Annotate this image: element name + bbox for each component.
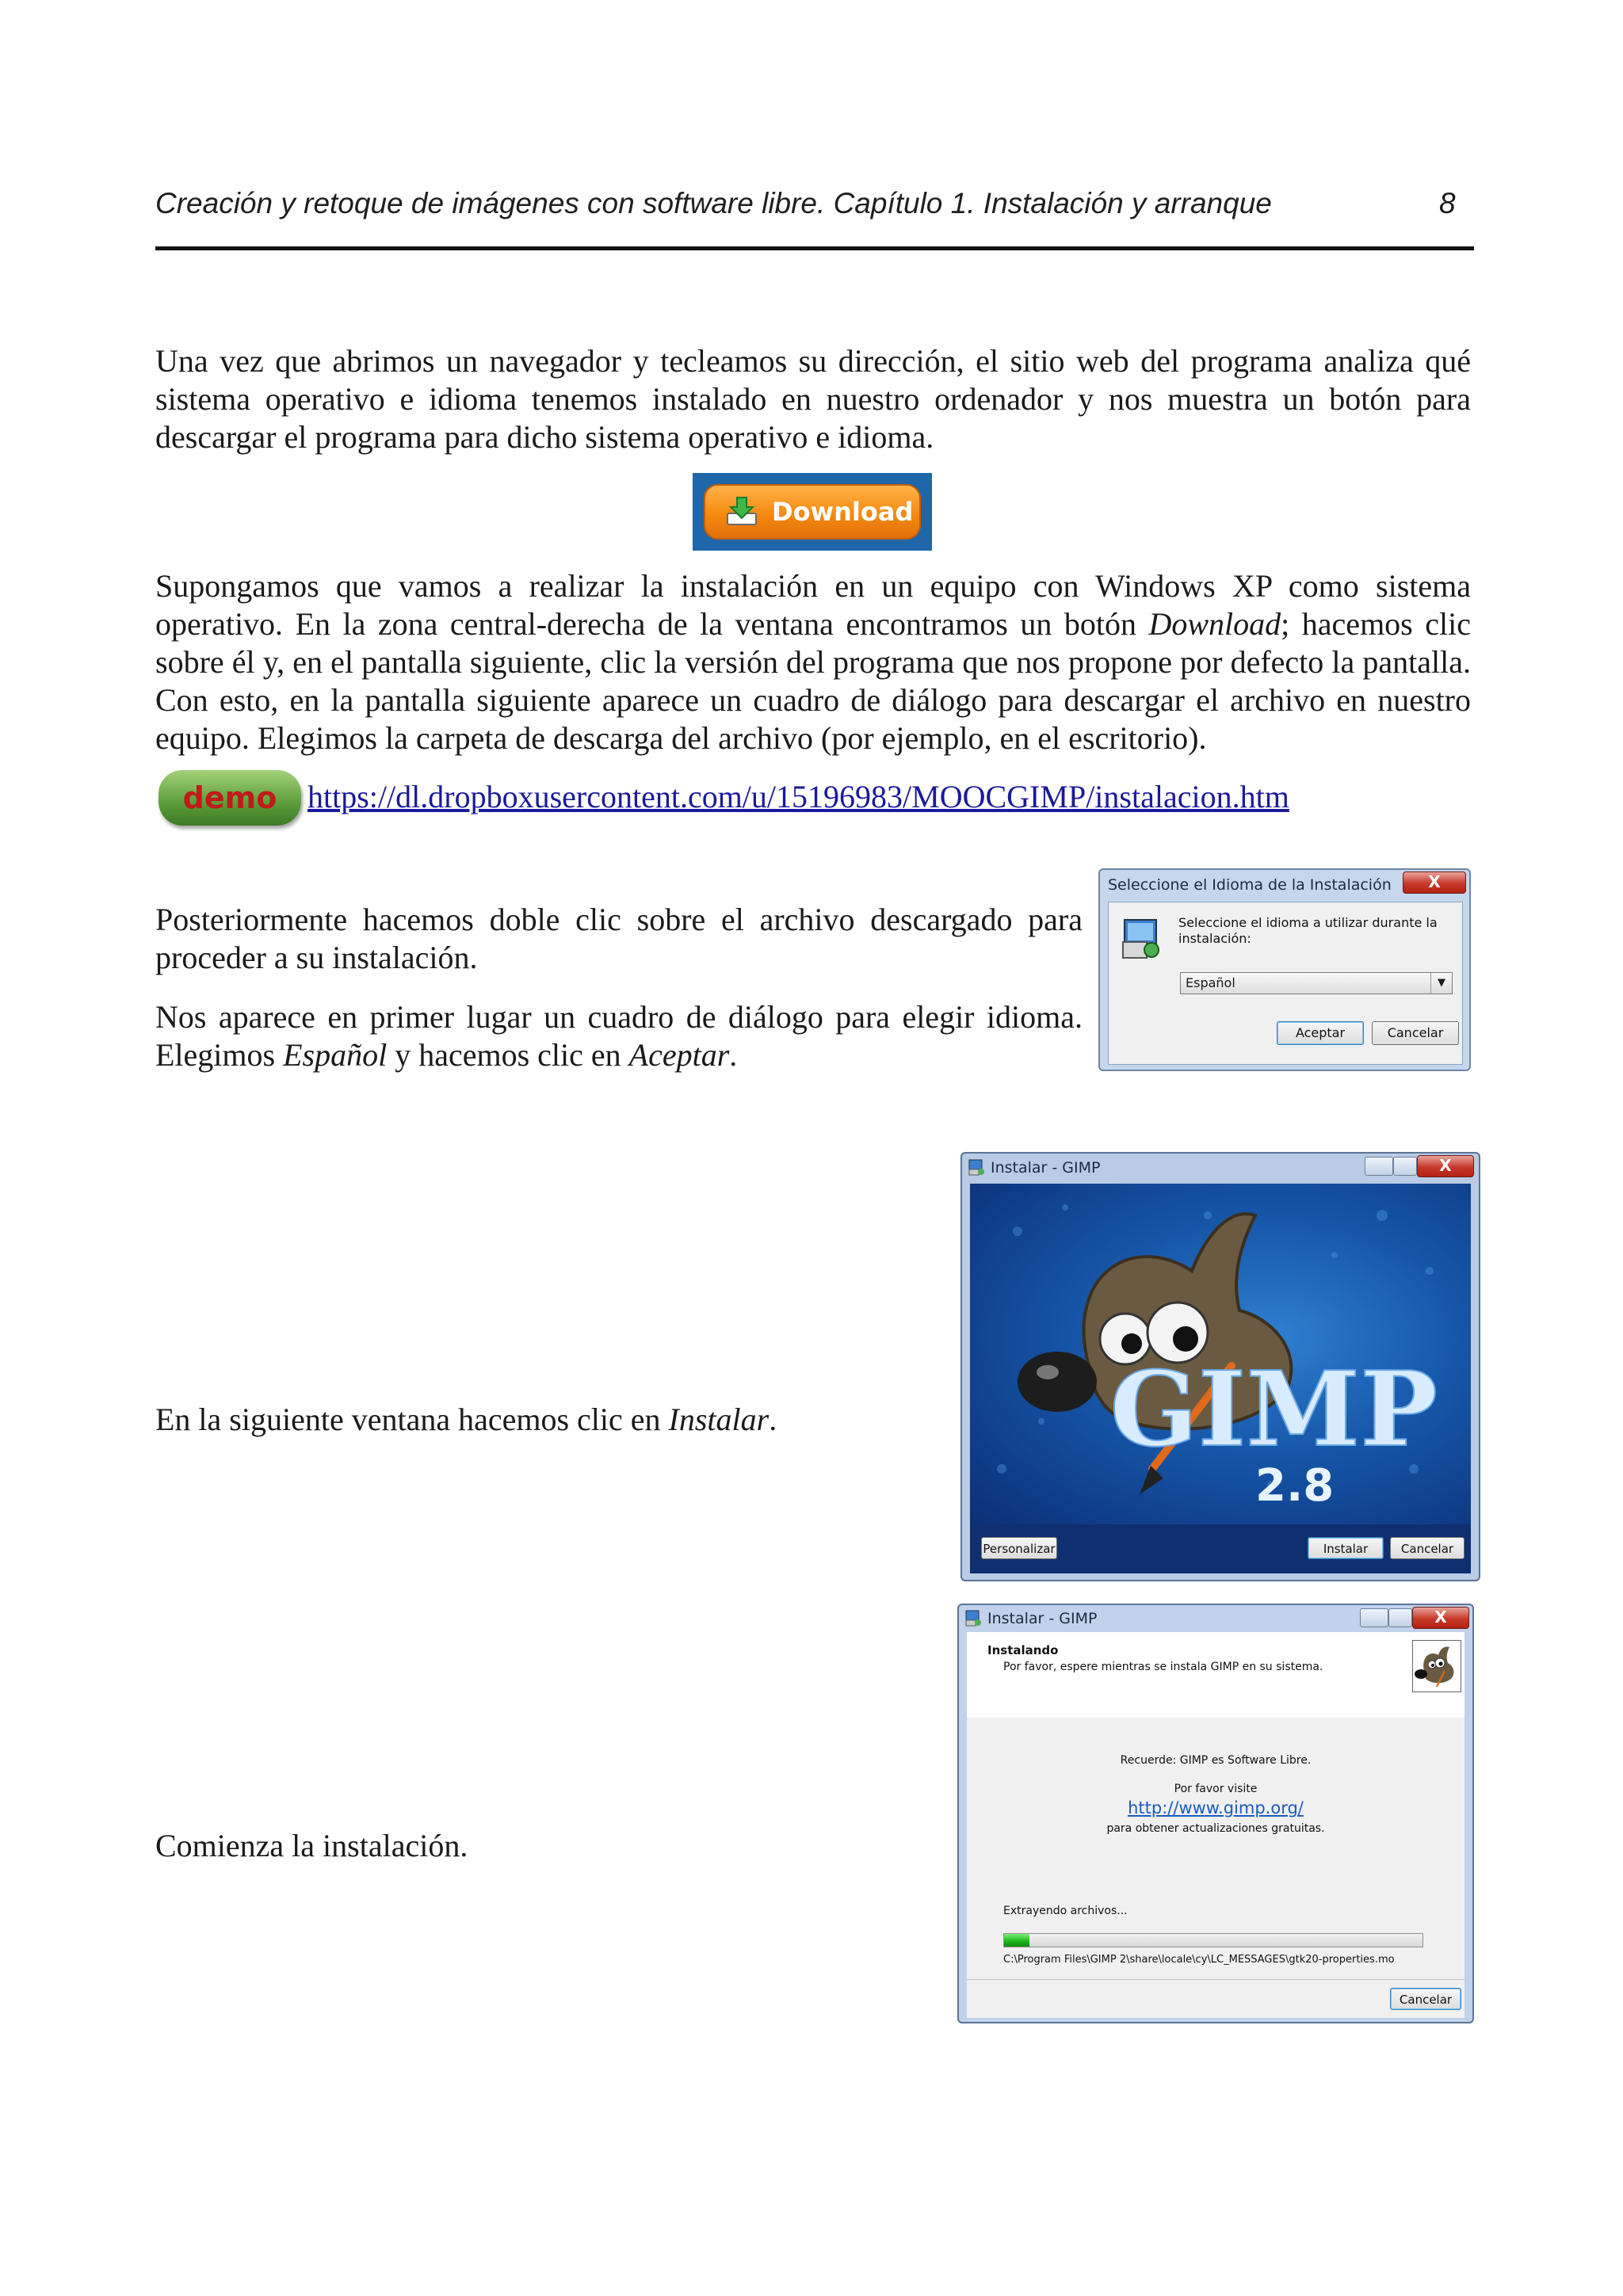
- progress-dialog-body: [967, 1718, 1465, 1979]
- install-dialog-close-button[interactable]: X: [1417, 1155, 1474, 1177]
- gimp-website-link[interactable]: http://www.gimp.org/: [1128, 1798, 1304, 1817]
- cancel-button[interactable]: Cancelar: [1390, 1537, 1465, 1559]
- header-rule: [155, 246, 1474, 250]
- paragraph-language: [155, 998, 1083, 1074]
- install-button[interactable]: Instalar: [1308, 1537, 1384, 1559]
- language-dialog-close-button[interactable]: X: [1403, 871, 1466, 894]
- paragraph-text: Nos aparece en primer lugar un cuadro de diálogo para elegir idioma. Elegimos: [155, 999, 1083, 1073]
- installer-icon: [1121, 915, 1163, 959]
- download-button-label: Download: [772, 497, 914, 527]
- language-dialog-title: Seleccione el Idioma de la Instalación: [1108, 876, 1392, 894]
- gimp-logo-text: GIMP: [1109, 1348, 1438, 1470]
- paragraph-italic-espanol: Español: [283, 1037, 388, 1073]
- progress-dialog-close-button[interactable]: X: [1412, 1607, 1469, 1629]
- wilber-thumbnail-icon: [1412, 1640, 1461, 1692]
- download-icon: [724, 496, 759, 528]
- demo-link[interactable]: https://dl.dropboxusercontent.com/u/15196983/MOOCGIMP/instalacion.htm: [307, 779, 1289, 814]
- language-prompt-line2: instalación:: [1178, 931, 1251, 946]
- progress-subheading: Por favor, espere mientras se instala GIMP en su sistema.: [1003, 1661, 1323, 1673]
- free-software-note: Recuerde: GIMP es Software Libre.: [1120, 1754, 1312, 1767]
- paragraph-install: [155, 1401, 948, 1439]
- install-progress-fill: [1004, 1934, 1029, 1947]
- install-dialog-button-bar: [970, 1524, 1471, 1573]
- maximize-button[interactable]: [1388, 1608, 1412, 1627]
- cancel-button[interactable]: Cancelar: [1390, 1988, 1461, 2010]
- wilber-mascot-image: [970, 1184, 1471, 1524]
- paragraph-text: .: [769, 1402, 777, 1437]
- progress-status: Extrayendo archivos...: [1003, 1905, 1128, 1917]
- paragraph-italic-instalar: Instalar: [668, 1402, 769, 1437]
- install-dialog: [960, 1152, 1480, 1581]
- progress-dialog-header: [967, 1632, 1465, 1718]
- paragraph-italic-aceptar: Aceptar: [628, 1037, 730, 1073]
- visit-note: Por favor visite: [1174, 1783, 1258, 1795]
- running-header-title: Creación y retoque de imágenes con software libre. Capítulo 1. Instalación y arranque: [155, 187, 1272, 219]
- installer-icon: [968, 1158, 986, 1176]
- progress-file-path: C:\Program Files\GIMP 2\share\locale\cy\LC_MESSAGES\gtk20-properties.mo: [1003, 1954, 1395, 1966]
- install-dialog-title: Instalar - GIMP: [991, 1159, 1101, 1177]
- paragraph-intro: Una vez que abrimos un navegador y tecleamos su dirección, el sitio web del programa analiza qué sistema operativo e idioma tenemos instalado en nuestro ordenador y nos muestra un botón para descargar el programa para dicho sistema operativo e idioma.: [155, 343, 1471, 455]
- paragraph-italic-download: Download: [1148, 606, 1281, 642]
- language-select-value: Español: [1186, 975, 1235, 990]
- gimp-version: 2.8: [1255, 1460, 1335, 1512]
- accept-button[interactable]: Aceptar: [1277, 1021, 1364, 1045]
- customize-button[interactable]: Personalizar: [981, 1537, 1057, 1559]
- installer-icon: [965, 1609, 983, 1627]
- download-button[interactable]: [704, 484, 921, 540]
- progress-dialog-title: Instalar - GIMP: [987, 1610, 1098, 1627]
- progress-dialog-footer: [967, 1979, 1465, 2018]
- install-progress-bar: [1003, 1933, 1423, 1947]
- download-button-frame: [693, 473, 932, 551]
- paragraph-double-click: Posteriormente hacemos doble clic sobre el archivo descargado para proceder a su instalación.: [155, 902, 1083, 975]
- progress-heading: Instalando: [987, 1643, 1059, 1657]
- paragraph-text: En la siguiente ventana hacemos clic en: [155, 1402, 669, 1437]
- page-number: 8: [1439, 187, 1456, 219]
- gimp-splash: [970, 1184, 1471, 1524]
- paragraph-text: y hacemos clic en: [387, 1037, 629, 1073]
- updates-note: para obtener actualizaciones gratuitas.: [1106, 1822, 1325, 1835]
- language-dialog: [1098, 868, 1471, 1071]
- chevron-down-icon[interactable]: ▼: [1430, 973, 1452, 994]
- maximize-button[interactable]: [1393, 1157, 1417, 1176]
- minimize-button[interactable]: [1360, 1608, 1388, 1627]
- cancel-button[interactable]: Cancelar: [1372, 1021, 1459, 1045]
- paragraph-installation-begins: Comienza la instalación.: [155, 1828, 468, 1863]
- progress-dialog: [957, 1604, 1474, 2023]
- language-dialog-body: [1108, 902, 1463, 1065]
- language-select[interactable]: [1180, 972, 1453, 994]
- paragraph-windows-xp: [155, 567, 1471, 757]
- language-prompt-line1: Seleccione el idioma a utilizar durante la: [1178, 915, 1438, 930]
- paragraph-text: Supongamos que vamos a realizar la instalación en un equipo con Windows XP como sistema operativo. En la zona central-derecha de la ventana encontramos un botón: [155, 568, 1471, 642]
- paragraph-text: ; hacemos clic sobre él y, en el pantalla siguiente, clic la versión del programa que nos propone por defecto la pantalla. Con esto, en la pantalla siguiente aparece un cuadro de diálogo para descargar el archivo en nuestro equipo. Elegimos la carpeta de descarga del archivo (por ejemplo, en el escritorio).: [155, 606, 1471, 756]
- demo-badge[interactable]: demo: [158, 770, 301, 826]
- minimize-button[interactable]: [1365, 1157, 1393, 1176]
- paragraph-text: .: [729, 1037, 738, 1073]
